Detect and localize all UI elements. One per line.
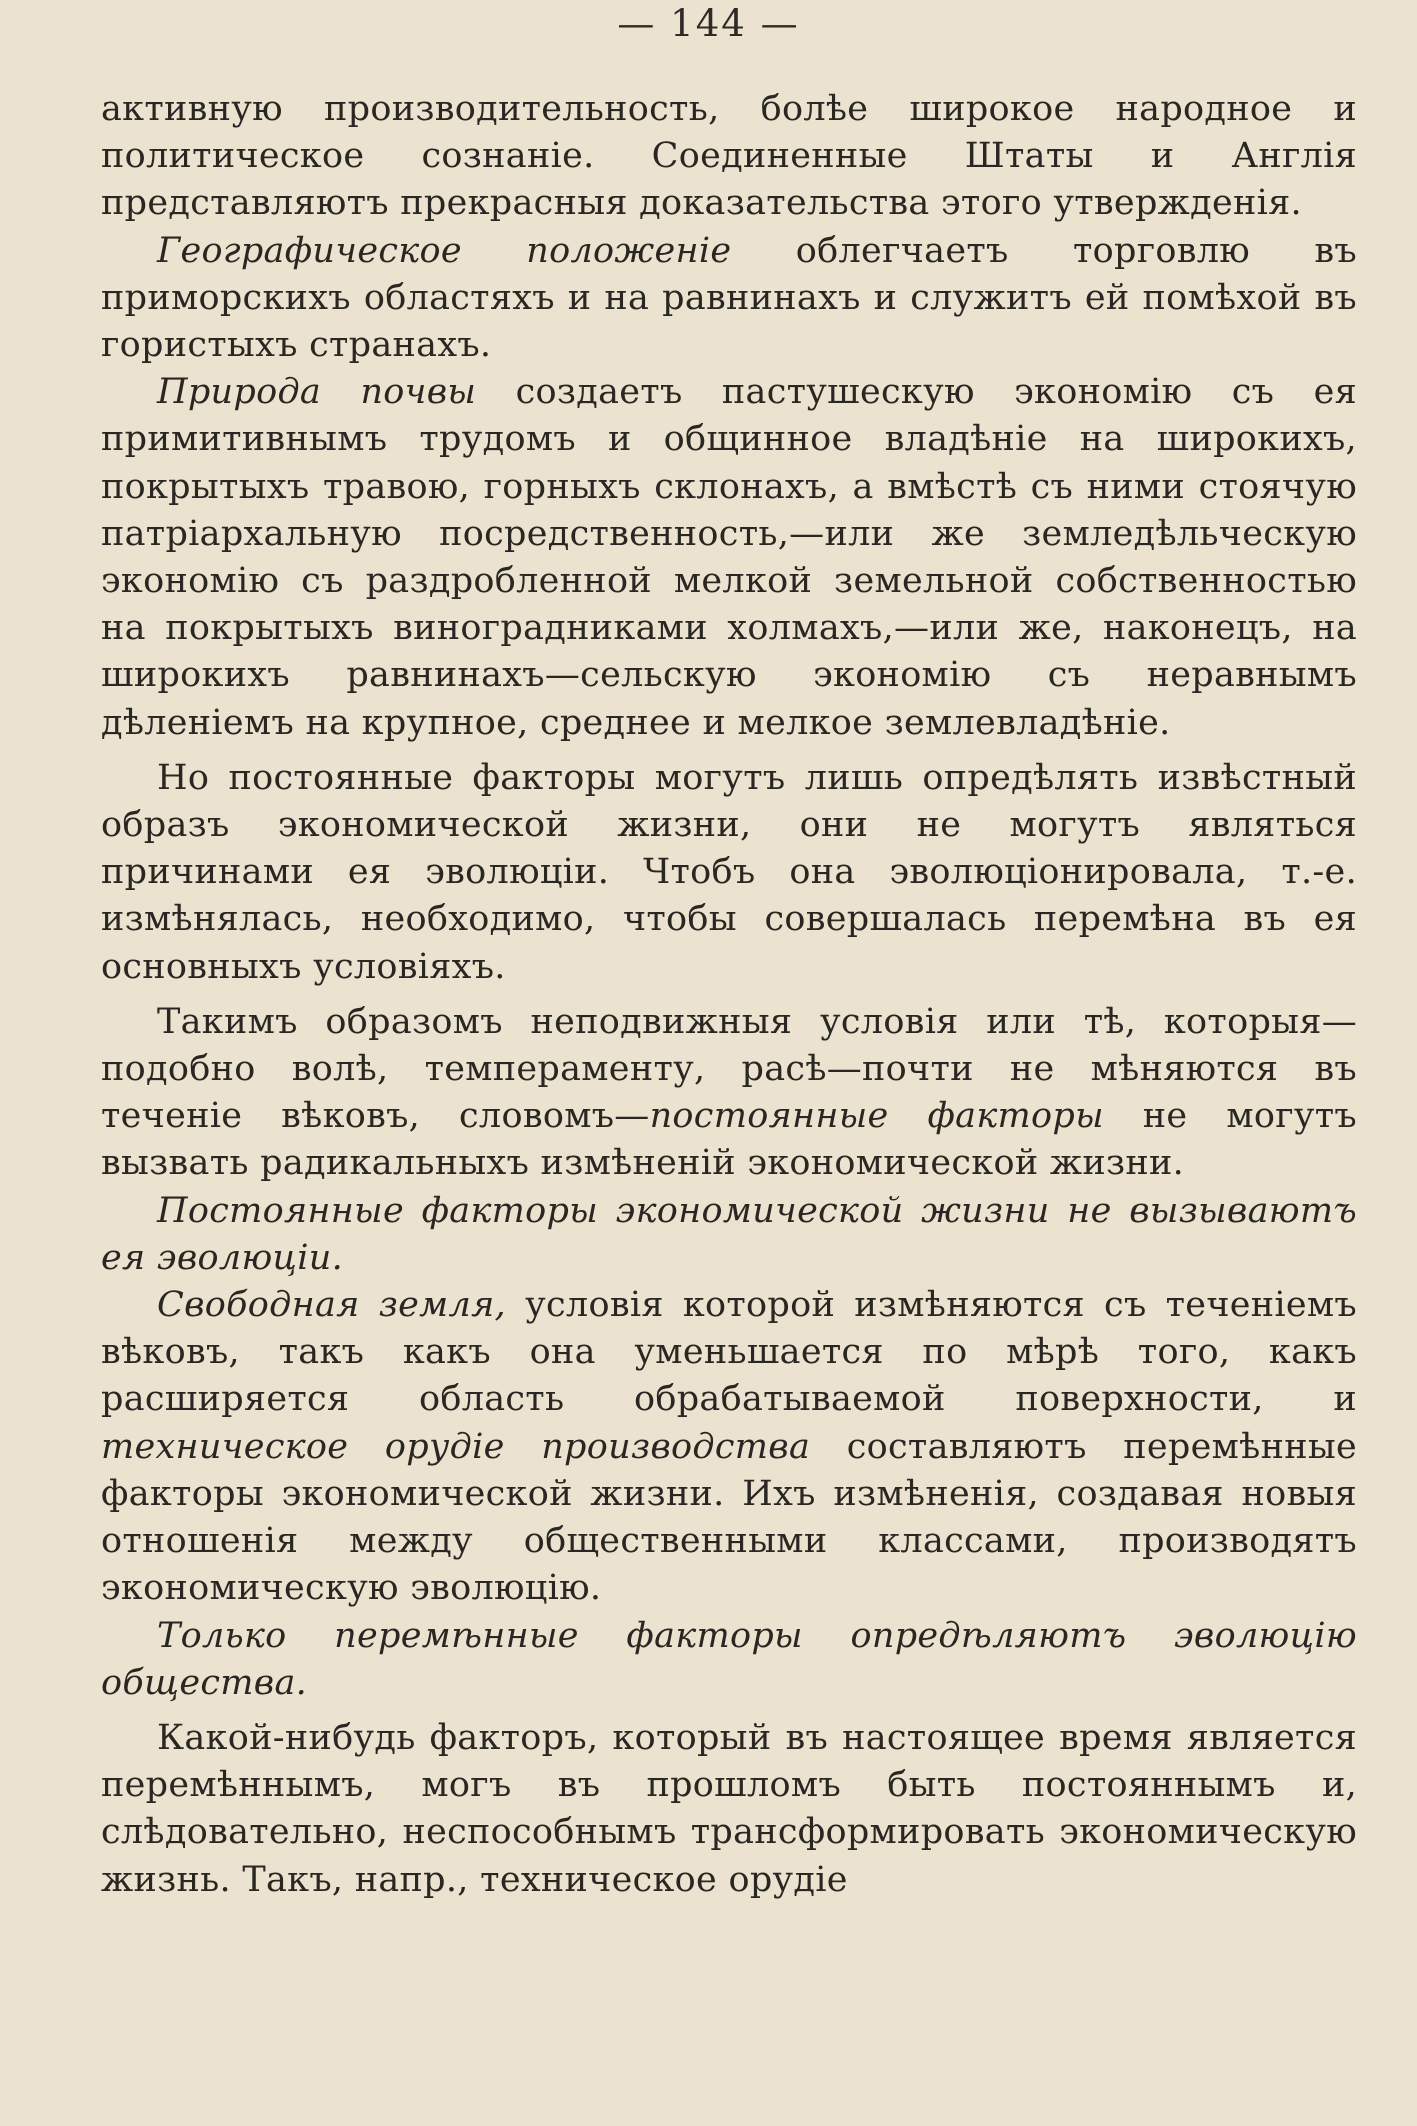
italic-term: постоянные факторы (649, 1096, 1104, 1137)
paragraph-3 (101, 369, 1357, 747)
italic-term: Географическое положеніе (157, 230, 732, 271)
paragraph-7 (101, 1715, 1357, 1904)
italic-term: Свободная земля, (157, 1285, 506, 1326)
paragraph-5 (101, 999, 1357, 1188)
text: Такимъ образомъ неподвижныя условія или тѣ, которыя—подобно волѣ, темпераменту, расѣ—почти не мѣняются въ теченіе вѣковъ, словомъ— (101, 1001, 1357, 1137)
paragraph-1 (101, 86, 1357, 228)
page-number: — 144 — (617, 2, 800, 45)
paragraph-6 (101, 1282, 1357, 1612)
paragraph-4 (101, 755, 1357, 991)
text: облегчаетъ торговлю въ приморскихъ областяхъ и на равнинахъ и служитъ ей помѣхой въ гористыхъ странахъ. (101, 230, 1358, 366)
text: активную производительность, болѣе широкое народное и политическое сознаніе. Соединенные Штаты и Англія представляютъ прекрасныя доказательства этого утвержденія. (101, 89, 1357, 224)
text: составляютъ перемѣнные факторы экономической жизни. Ихъ измѣненія, создавая новыя отношенія между общественными классами, производятъ экономическую эволюцію. (101, 1426, 1357, 1609)
text: условія которой измѣняются съ теченіемъ вѣковъ, такъ какъ она уменьшается по мѣрѣ того, какъ расширяется область обрабатываемой поверхности, и (101, 1285, 1358, 1420)
text: Но постоянные факторы могутъ лишь опредѣлять извѣстный образъ экономической жизни, они не могутъ являться причинами ея эволюціи. Чтобъ она эволюціонировала, т.-е. измѣнялась, необходимо, чтобы совершалась перемѣна въ ея основныхъ условіяхъ. (101, 757, 1357, 987)
italic-term: Природа почвы (157, 372, 477, 413)
italic-thesis: Постоянные факторы экономической жизни не вызываютъ ея эволюціи. (101, 1190, 1357, 1278)
text: создаетъ пастушескую экономію съ ея примитивнымъ трудомъ и общинное владѣніе на широкихъ, покрытыхъ травою, горныхъ склонахъ, а вмѣстѣ съ ними стоячую патріархальную посредственность,—или же земледѣльческую экономію съ раздробленной мелкой земельной собственностью на покрытыхъ виноградниками холмахъ,—или же, наконецъ, на широкихъ равнинахъ—сельскую экономію съ неравнымъ дѣленіемъ на крупное, среднее и мелкое землевладѣніе. (101, 372, 1357, 743)
page-body (101, 86, 1357, 1904)
italic-term: техническое орудіе производства (101, 1426, 811, 1467)
paragraph-2 (101, 228, 1357, 370)
thesis-1 (101, 1188, 1357, 1282)
italic-thesis: Только перемѣнные факторы опредѣляютъ эволюцію общества. (101, 1615, 1357, 1703)
text: не могутъ вызвать радикальныхъ измѣненій экономической жизни. (101, 1096, 1357, 1184)
thesis-2 (101, 1613, 1357, 1707)
text: Какой-нибудь факторъ, который въ настоящее время является перемѣннымъ, могъ въ прошломъ быть постояннымъ и, слѣдовательно, неспособнымъ трансформировать экономическую жизнь. Такъ, напр., техническое орудіе (101, 1717, 1357, 1900)
